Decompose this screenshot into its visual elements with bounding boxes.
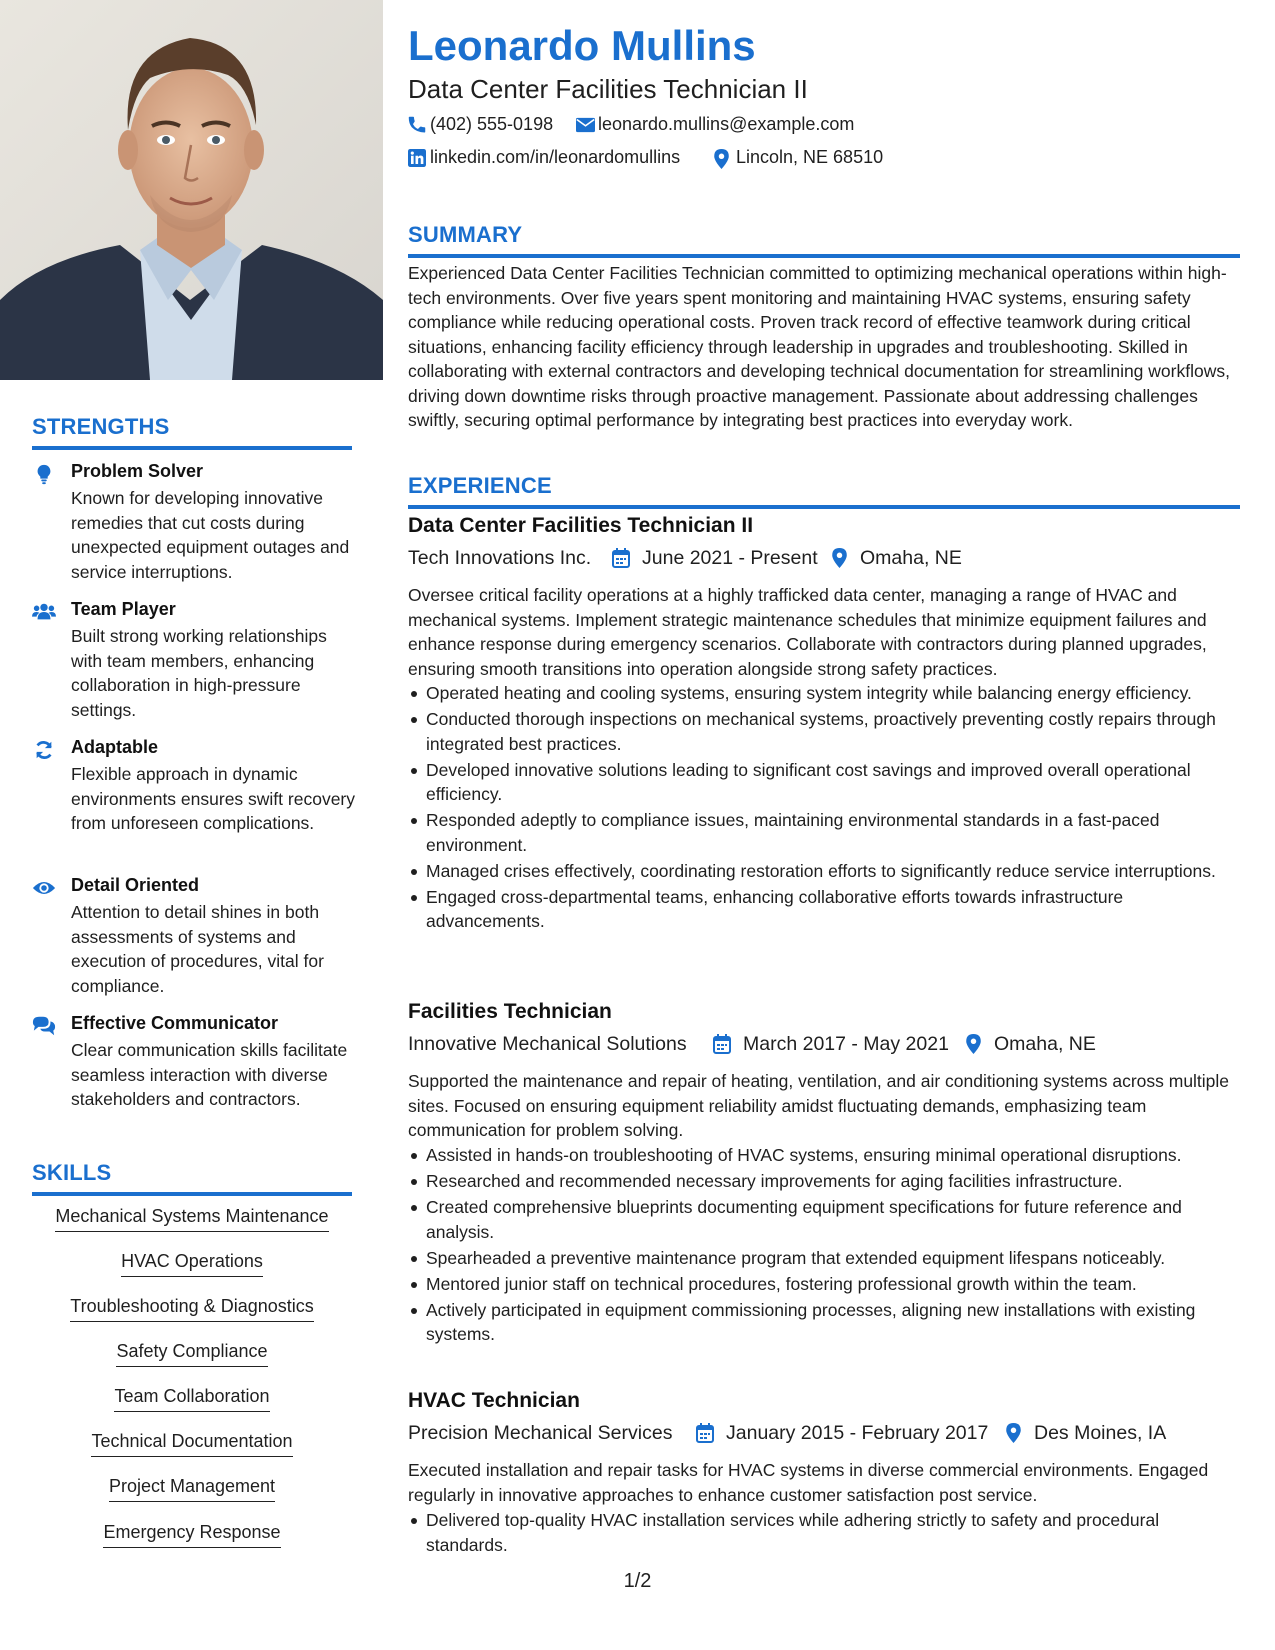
map-pin-icon [832, 548, 847, 568]
job-title: HVAC Technician [408, 1389, 580, 1412]
skill-item: Team Collaboration [32, 1386, 352, 1412]
strength-title: Adaptable [71, 737, 159, 757]
job-description: Supported the maintenance and repair of heating, ventilation, and air conditioning systems across multiple sites. Focused on ensuring equipment reliability amidst fluctuating demands, emphasizing team communication for problem solving. [408, 1071, 1230, 1140]
eye-icon [32, 877, 56, 899]
job-title: Data Center Facilities Technician II [408, 514, 754, 537]
skill-item: Safety Compliance [32, 1341, 352, 1367]
strengths-section [32, 414, 352, 450]
strength-title: Team Player [71, 599, 176, 619]
skills-heading: SKILLS [32, 1160, 112, 1185]
list-item: Spearheaded a preventive maintenance program that extended equipment lifespans noticeably. [408, 1246, 1240, 1271]
strength-description: Attention to detail shines in both assessments of systems and execution of procedures, vital for compliance. [71, 902, 324, 996]
linkedin-icon [408, 149, 426, 167]
strength-description: Known for developing innovative remedies that cut costs during unexpected equipment outages and service interruptions. [71, 488, 350, 582]
summary-text: Experienced Data Center Facilities Technician committed to optimizing mechanical operations within high-tech environments. Over five years spent monitoring and maintaining HVAC systems, ensuring safety compliance while reducing operational costs. Proven track record of effective teamwork during critical situations, enhancing facility efficiency through leadership in upgrades and troubleshooting. Skilled in collaborating with external contractors and developing technical documentation for streamlining workflows, driving down downtime risks through proactive management. Passionate about addressing challenges swiftly, securing optimal performance by integrating best practices into everyday work. [408, 263, 1230, 430]
phone-icon [408, 116, 426, 134]
list-item: Engaged cross-departmental teams, enhancing collaborative efforts towards infrastructure advancements. [408, 885, 1240, 934]
candidate-title: Data Center Facilities Technician II [408, 74, 808, 104]
map-pin-icon [966, 1034, 981, 1054]
list-item: Conducted thorough inspections on mechanical systems, proactively preventing costly repairs through integrated best practices. [408, 707, 1240, 756]
page-number: 1/2 [623, 1570, 652, 1592]
list-item: Delivered top-quality HVAC installation services while adhering strictly to safety and procedural standards. [408, 1508, 1240, 1557]
list-item: Developed innovative solutions leading to significant cost savings and improved overall operational efficiency. [408, 758, 1240, 807]
job-location: Des Moines, IA [1034, 1422, 1167, 1444]
linkedin-text[interactable]: linkedin.com/in/leonardomullins [430, 147, 681, 167]
job-dates: January 2015 - February 2017 [726, 1422, 989, 1444]
email-text[interactable]: leonardo.mullins@example.com [598, 114, 855, 134]
strength-description: Clear communication skills facilitate seamless interaction with diverse stakeholders and contractors. [71, 1040, 348, 1109]
skill-item: Technical Documentation [32, 1431, 352, 1457]
calendar-icon [713, 1034, 731, 1054]
experience-section [408, 473, 1240, 509]
skill-item: Troubleshooting & Diagnostics [32, 1296, 352, 1322]
phone-text: (402) 555-0198 [430, 114, 554, 134]
map-pin-icon [714, 149, 729, 169]
job-bullets [408, 681, 1240, 935]
job-description: Oversee critical facility operations at a highly trafficked data center, managing a range of HVAC and mechanical systems. Implement strategic maintenance schedules that minimize equipment failures and enhance response during emergency scenarios. Collaborate with contractors during planned upgrades, ensuring smooth transitions into operation alongside strong safety practices. [408, 585, 1207, 679]
job-company: Tech Innovations Inc. [408, 547, 592, 569]
strength-title: Problem Solver [71, 461, 204, 481]
lightbulb-icon [32, 463, 56, 485]
skills-section [32, 1160, 352, 1196]
list-item: Researched and recommended necessary improvements for aging facilities infrastructure. [408, 1169, 1240, 1194]
sync-icon [32, 739, 56, 761]
job-location: Omaha, NE [860, 547, 962, 569]
skill-item: Emergency Response [32, 1522, 352, 1548]
list-item: Assisted in hands-on troubleshooting of HVAC systems, ensuring minimal operational disruptions. [408, 1143, 1240, 1168]
candidate-name: Leonardo Mullins [408, 22, 756, 69]
skill-item: Mechanical Systems Maintenance [32, 1206, 352, 1232]
job-company: Precision Mechanical Services [408, 1422, 673, 1444]
calendar-icon [696, 1423, 714, 1443]
job-description: Executed installation and repair tasks for HVAC systems in diverse commercial environments. Engaged regularly in innovative approaches to enhance customer satisfaction post service. [408, 1460, 1209, 1505]
list-item: Responded adeptly to compliance issues, maintaining environmental standards in a fast-paced environment. [408, 808, 1240, 857]
comments-icon [32, 1015, 56, 1037]
location-text: Lincoln, NE 68510 [736, 147, 884, 167]
job-dates: March 2017 - May 2021 [743, 1033, 949, 1055]
summary-section [408, 222, 1240, 258]
experience-heading: EXPERIENCE [408, 473, 552, 498]
strength-title: Effective Communicator [71, 1013, 279, 1033]
list-item: Created comprehensive blueprints documenting equipment specifications for future reference and analysis. [408, 1195, 1240, 1244]
envelope-icon [576, 117, 595, 133]
job-company: Innovative Mechanical Solutions [408, 1033, 687, 1055]
job-dates: June 2021 - Present [642, 547, 818, 569]
experience-divider [408, 505, 1240, 509]
job-location: Omaha, NE [994, 1033, 1096, 1055]
left-column [0, 0, 383, 1650]
skill-item: HVAC Operations [32, 1251, 352, 1277]
list-item: Managed crises effectively, coordinating restoration efforts to significantly reduce service interruptions. [408, 859, 1240, 884]
summary-heading: SUMMARY [408, 222, 523, 247]
profile-photo [0, 0, 383, 380]
strength-description: Flexible approach in dynamic environments ensures swift recovery from unforeseen complications. [71, 764, 355, 833]
skills-divider [32, 1192, 352, 1196]
strengths-divider [32, 446, 352, 450]
list-item: Actively participated in equipment commissioning processes, aligning new installations with existing systems. [408, 1298, 1240, 1347]
job-title: Facilities Technician [408, 1000, 612, 1023]
list-item: Operated heating and cooling systems, ensuring system integrity while balancing energy efficiency. [408, 681, 1240, 706]
strengths-heading: STRENGTHS [32, 414, 170, 439]
skill-item: Project Management [32, 1476, 352, 1502]
summary-divider [408, 254, 1240, 258]
map-pin-icon [1006, 1423, 1021, 1443]
calendar-icon [612, 548, 630, 568]
job-bullets [408, 1143, 1240, 1348]
users-icon [32, 601, 56, 623]
strength-title: Detail Oriented [71, 875, 200, 895]
list-item: Mentored junior staff on technical procedures, fostering professional growth within the team. [408, 1272, 1240, 1297]
job-bullets [408, 1508, 1240, 1559]
strength-description: Built strong working relationships with team members, enhancing collaboration in high-pressure settings. [71, 626, 327, 720]
